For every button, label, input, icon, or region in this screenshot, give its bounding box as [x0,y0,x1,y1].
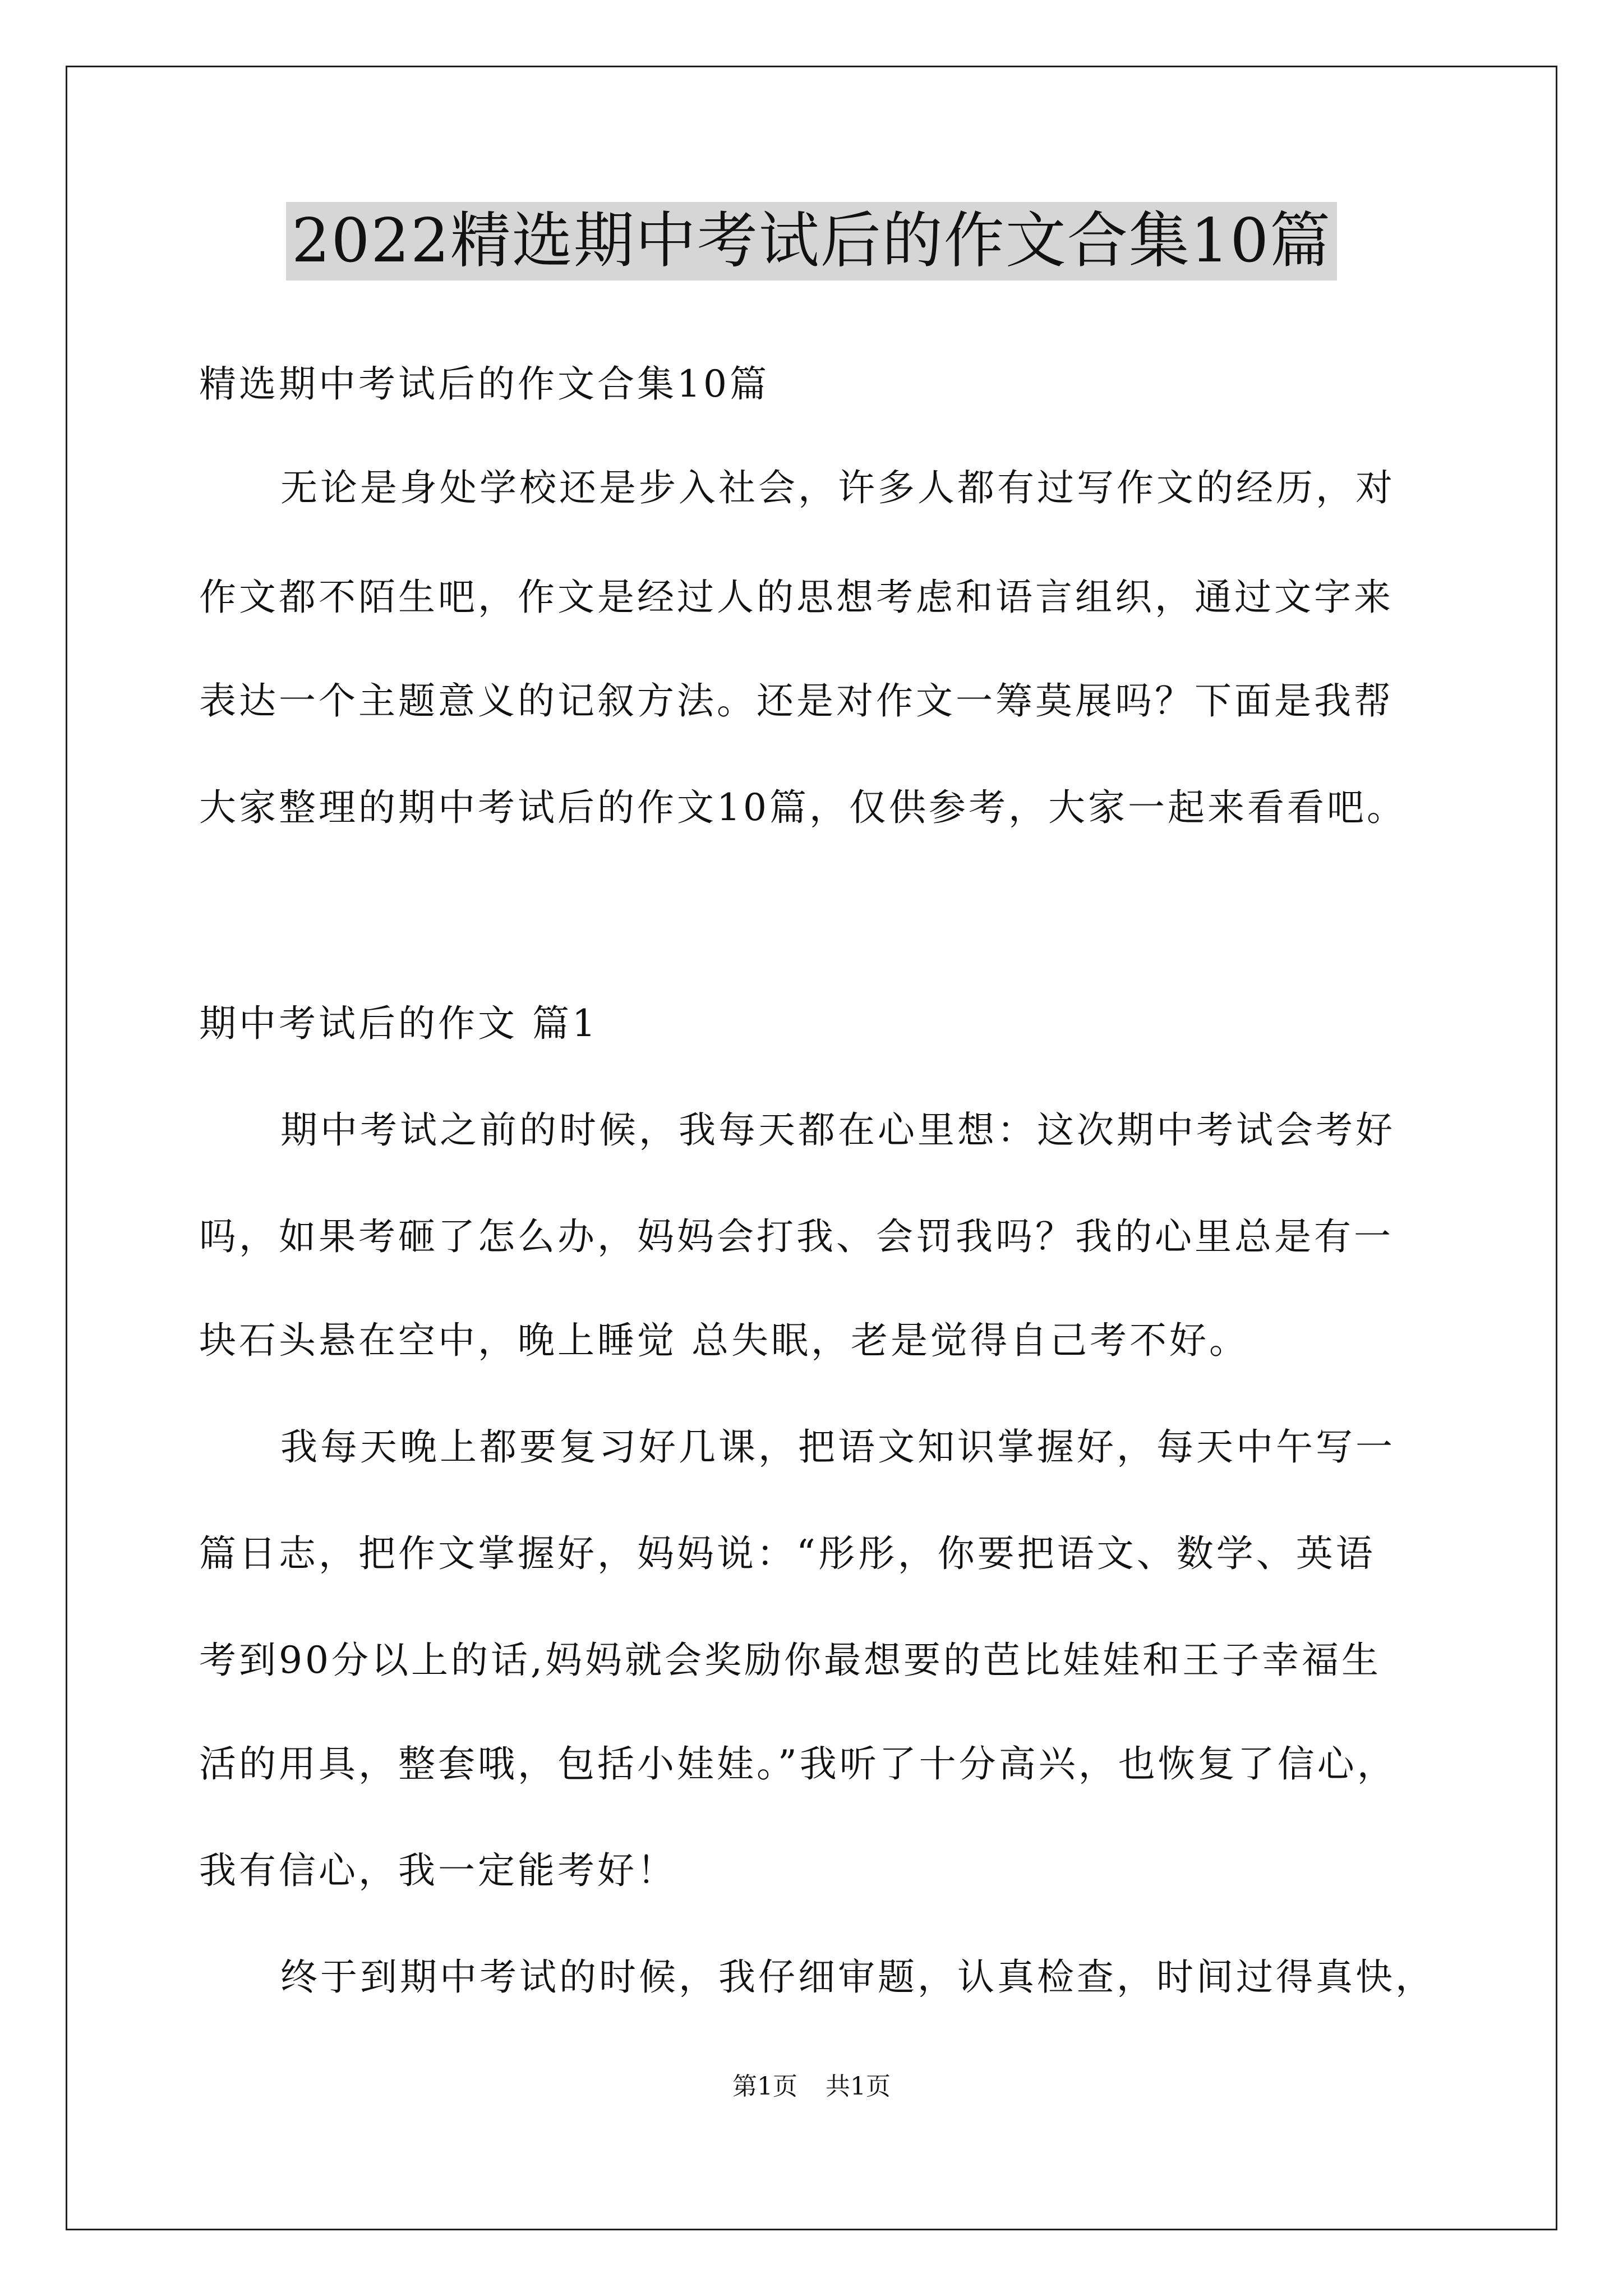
title-container [0,202,1623,280]
paragraph2-line: 考到90分以上的话,妈妈就会奖励你最想要的芭比娃娃和王子幸福生 [199,1639,1381,1682]
page-total: 共1页 [826,2072,891,2101]
intro-line: 无论是身处学校还是步入社会，许多人都有过写作文的经历，对 [280,466,1395,509]
paragraph2-line: 我每天晚上都要复习好几课，把语文知识掌握好，每天中午写一 [280,1425,1395,1469]
paragraph1-line: 吗，如果考砸了怎么办，妈妈会打我、会罚我吗？我的心里总是有一 [199,1215,1394,1258]
paragraph1-line: 块石头悬在空中，晚上睡觉 总失眠，老是觉得自己考不好。 [199,1319,1249,1362]
paragraph2-line: 篇日志，把作文掌握好，妈妈说：“彤彤，你要把语文、数学、英语 [199,1532,1376,1575]
intro-line: 作文都不陌生吧，作文是经过人的思想考虑和语言组织，通过文字来 [199,576,1394,619]
intro-line: 表达一个主题意义的记叙方法。还是对作文一筹莫展吗？下面是我帮 [199,679,1394,723]
section-heading: 期中考试后的作文 篇1 [199,1002,598,1045]
paragraph3-line: 终于到期中考试的时候，我仔细审题，认真检查，时间过得真快， [280,1955,1435,1999]
document-title: 2022精选期中考试后的作文合集10篇 [286,202,1337,280]
document-subtitle: 精选期中考试后的作文合集10篇 [199,362,769,406]
page-number: 第1页 [732,2072,797,2101]
page-footer [0,2070,1623,2104]
paragraph1-line: 期中考试之前的时候，我每天都在心里想：这次期中考试会考好 [280,1108,1395,1152]
paragraph2-line: 活的用具，整套哦，包括小娃娃。”我听了十分高兴，也恢复了信心， [199,1742,1397,1786]
intro-line: 大家整理的期中考试后的作文10篇，仅供参考，大家一起来看看吧。 [199,786,1407,829]
paragraph2-line: 我有信心，我一定能考好！ [199,1849,677,1892]
